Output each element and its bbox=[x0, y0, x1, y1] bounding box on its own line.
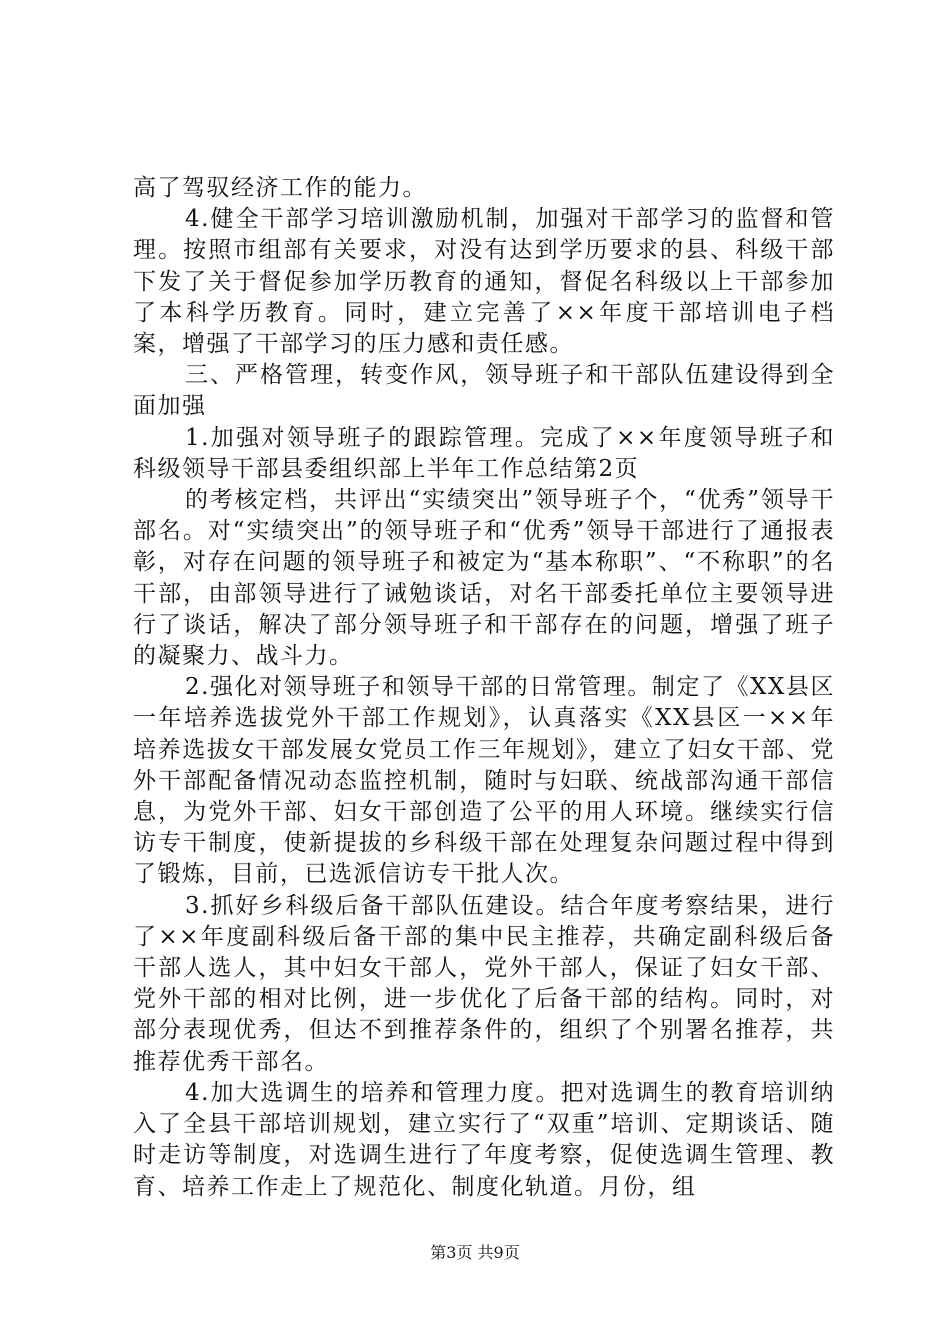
paragraph: 1.加强对领导班子的跟踪管理。完成了××年度领导班子和科级领导干部县委组织部上半年工作总结第2页 bbox=[133, 424, 835, 482]
paragraph: 的考核定档，共评出“实绩突出”领导班子个，“优秀”领导干部名。对“实绩突出”的领导班子和“优秀”领导干部进行了通报表彰，对存在问题的领导班子和被定为“基本称职”、“不称职”的名干部，由部领导进行了诫勉谈话，对名干部委托单位主要领导进行了谈话，解决了部分领导班子和干部存在的问题，增强了班子的凝聚力、战斗力。 bbox=[133, 487, 835, 670]
paragraph: 高了驾驭经济工作的能力。 bbox=[133, 175, 427, 201]
page-footer: 第3页 共9页 bbox=[430, 1243, 520, 1262]
paragraph: 4.加大选调生的培养和管理力度。把对选调生的教育培训纳入了全县干部培训规划，建立实行了“双重”培训、定期谈话、随时走访等制度，对选调生进行了年度考察，促使选调生管理、教育、培养工作走上了规范化、制度化轨道。月份，组 bbox=[133, 1079, 835, 1200]
section-heading: 三、严格管理，转变作风，领导班子和干部队伍建设得到全面加强 bbox=[133, 362, 835, 420]
paragraph: 2.强化对领导班子和领导干部的日常管理。制定了《XX县区一年培养选拔党外干部工作规划》，认真落实《XX县区一××年培养选拔女干部发展女党员工作三年规划》，建立了妇女干部、党外干部配备情况动态监控机制，随时与妇联、统战部沟通干部信息，为党外干部、妇女干部创造了公平的用人环境。继续实行信访专干制度，使新提拔的乡科级干部在处理复杂问题过程中得到了锻炼，目前，已选派信访专干批人次。 bbox=[133, 674, 835, 888]
paragraph: 4.健全干部学习培训激励机制，加强对干部学习的监督和管理。按照市组部有关要求，对没有达到学历要求的县、科级干部下发了关于督促参加学历教育的通知，督促名科级以上干部参加了本科学历教育。同时，建立完善了××年度干部培训电子档案，增强了干部学习的压力感和责任感。 bbox=[133, 206, 835, 358]
paragraph: 3.抓好乡科级后备干部队伍建设。结合年度考察结果，进行了××年度副科级后备干部的集中民主推荐，共确定副科级后备干部人选人，其中妇女干部人，党外干部人，保证了妇女干部、党外干部的相对比例，进一步优化了后备干部的结构。同时，对部分表现优秀，但达不到推荐条件的，组织了个别署名推荐，共推荐优秀干部名。 bbox=[133, 892, 835, 1075]
document-body bbox=[133, 173, 835, 1203]
